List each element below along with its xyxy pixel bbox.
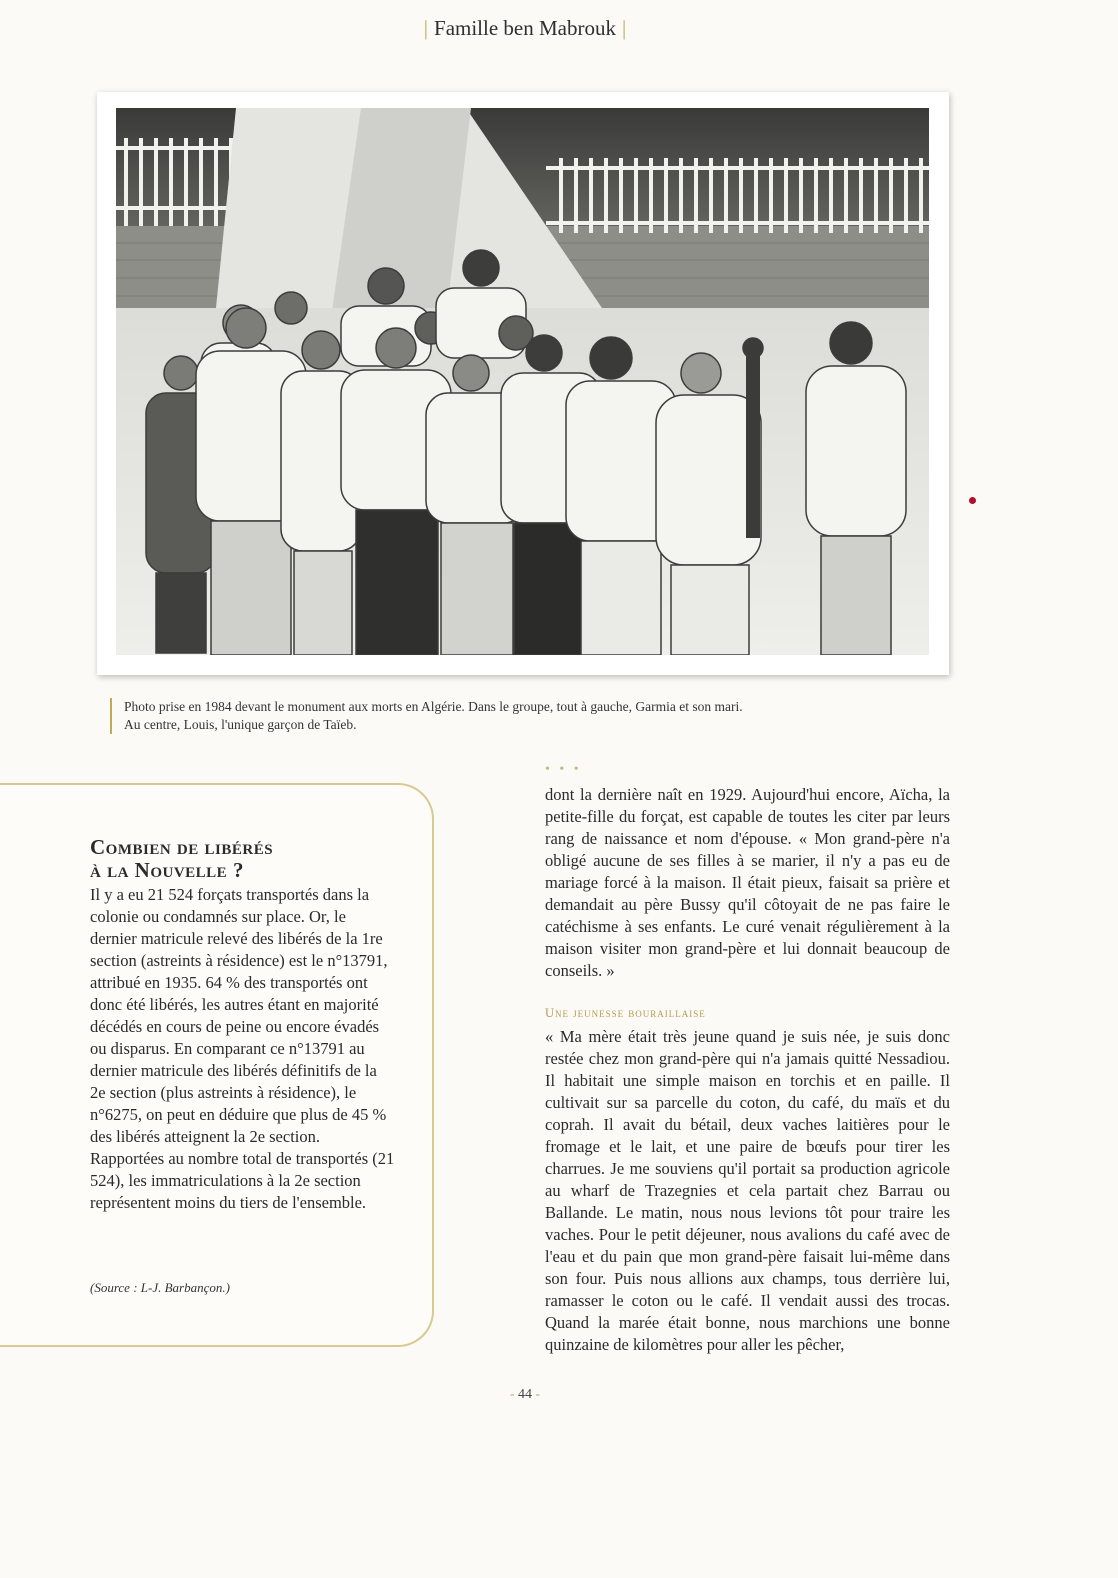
main-paragraph-1: dont la dernière naît en 1929. Aujourd'hui encore, Aïcha, la petite-fille du forçat, est capable de toutes les citer par leurs rang de naissance et nom d'épouse. « Mon grand-père n'a obligé aucune de ses filles à se marier, il n'y a pas eu de mariage forcé à la maison. Il était pieux, faisait sa prière et demandait au père Bussy qu'il côtoyait de ne pas faire le catéchisme à ses enfants. Le curé venait régulièrement à la maison visiter mon grand-père et lui donnait beaucoup de conseils. » [545,785,950,980]
caption-line-2: Au centre, Louis, l'unique garçon de Taïeb. [124,717,357,732]
section-heading: Une jeunesse bouraillaise [545,1006,706,1020]
sidebar-body: Il y a eu 21 524 forçats transportés dans la colonie ou condamnés sur place. Or, le dernier matricule relevé des libérés de la 1re section (astreints à résidence) est le n°13791, attribué en 1935. 64 % des transportés ont donc été libérés, les autres étant en majorité décédés en cours de peine ou encore évadés ou disparus. En comparant ce n°13791 au dernier matricule des libérés définitifs de la 2e section (plus astreints à résidence), le n°6275, on peut en déduire que plus de 45 % des libérés atteignent la 2e section. Rapportées au nombre total de transportés (21 524), les immatriculations à la 2e section représentent moins du tiers de l'ensemble. [90,885,395,1212]
running-header [0,16,1050,41]
caption-line-1: Photo prise en 1984 devant le monument aux morts en Algérie. Dans le groupe, tout à gauche, Garmia et son mari. [124,699,743,714]
photo-caption [110,698,864,734]
page-number: - 44 - [509,1387,541,1402]
group-photo [116,108,929,655]
red-ink-mark [969,497,976,504]
page-number-value: 44 [518,1387,532,1402]
ornament-dots: • • • [545,762,582,777]
sidebar-title [90,836,420,882]
sidebar-source: (Source : L-J. Barbançon.) [90,1280,230,1295]
photo-frame [97,92,949,675]
header-divider-right: | [621,16,627,40]
sidebar-title-line-2: à la Nouvelle ? [90,858,244,882]
page-header-title: Famille ben Mabrouk [434,16,616,40]
main-paragraph-2: « Ma mère était très jeune quand je suis née, je suis donc restée chez mon grand-père qui n'a jamais quitté Nessadiou. Il habitait une simple maison en torchis et en paille. Il cultivait sur sa parcelle du coton, du café, du maïs et du coprah. Il avait du bétail, deux vaches laitières pour le fromage et le lait, et une paire de bœufs pour tirer les charrues. Je me souviens qu'il portait sa production agricole au wharf de Trazegnies et cela partait chez Barrau ou Ballande. Le matin, nous nous levions tôt pour traire les vaches. Pour le petit déjeuner, nous avalions du café avec de l'eau et du pain que mon grand-père faisait lui-même dans son four. Puis nous allions aux champs, tous derrière lui, ramasser le coton ou le café. Il vendait aussi des trocas. Quand la marée était bonne, nous marchions une bonne quinzaine de kilomètres pour aller les pêcher, [545,1027,950,1354]
sidebar-title-line-1: Combien de libérés [90,835,274,859]
header-divider-left: | [423,16,429,40]
